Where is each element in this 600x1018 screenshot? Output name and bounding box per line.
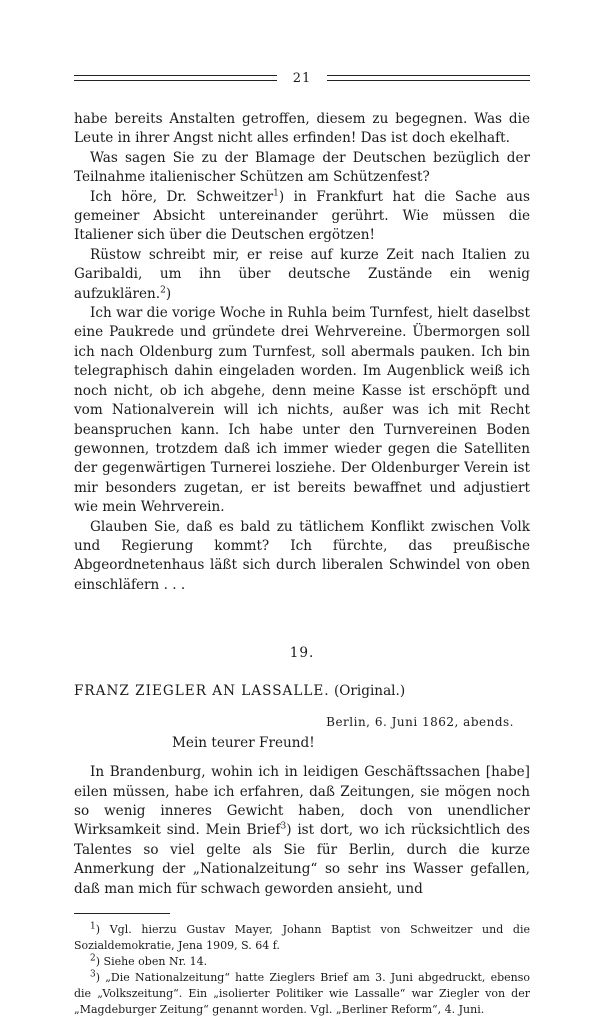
document-heading: [74, 683, 530, 699]
paragraph-text: ist dort, wo ich rücksichtlich des Talentes so viel gelte als Sie für Berlin, durch die kurze Anmerkung der „Nationalzeitung“ so sehr ins Wasser gefallen, daß man mich für schwach geworden ansieht, und: [74, 822, 531, 897]
book-page: [74, 68, 530, 1018]
heading-note: (Original.): [333, 683, 406, 700]
paragraph-text: In Brandenburg, wohin ich in leidigen Geschäftssachen [habe] eilen müssen, habe ich erfahren, daß Zeitungen, sie mögen noch so wenig inneres Gewicht haben, doch von unendlicher Wirksamkeit sind. Mein Brief: [74, 764, 530, 839]
letter-18-continuation: [74, 110, 530, 595]
footnote-number: 3: [90, 969, 96, 980]
letter-19-body: [74, 763, 530, 899]
paragraph: Was sagen Sie zu der Blamage der Deutschen bezüglich der Teilnahme italienischer Schützen am Schützenfest?: [74, 149, 530, 186]
footnote-number: 1: [90, 921, 96, 932]
footnote-text: „Die Nationalzeitung“ hatte Zieglers Brief am 3. Juni abgedruckt, ebenso die „Volkszeitung“. Ein „isolierter Politiker wie Lassalle“ war Ziegler von der „Magdeburger Zeitung“ genannt worden. Vgl. „Berliner Reform“, 4. Juni.: [74, 971, 530, 1016]
footnote-marker: 3: [280, 821, 287, 832]
page-number: 21: [292, 70, 312, 86]
footnotes: [74, 922, 530, 1018]
paragraph: Rüstow schreibt mir, er reise auf kurze Zeit nach Italien zu Garibaldi, um ihn über deutsche Zustände ein wenig aufzuklären.$^2$): [74, 246, 530, 302]
footnote-rule: [74, 913, 170, 914]
paragraph-text: Ich höre, Dr. Schweitzer: [90, 188, 274, 205]
paragraph: Ich höre, Dr. Schweitzer$^1$) in Frankfurt hat die Sache aus gemeiner Absicht untereinander gerührt. Wie müssen die Italiener sich über die Deutschen ergötzen!: [74, 188, 530, 244]
paragraph: Glauben Sie, daß es bald zu tätlichem Konflikt zwischen Volk und Regierung kommt? Ich fürchte, das preußische Abgeordnetenhaus läßt sich durch liberalen Schwindel von oben einschläfern . . .: [74, 518, 530, 593]
paragraph: habe bereits Anstalten getroffen, diesem zu begegnen. Was die Leute in ihrer Angst nicht alles erfinden! Das ist doch ekelhaft.: [74, 111, 530, 147]
footnote: $^1$) Vgl. hierzu Gustav Mayer, Johann Baptist von Schweitzer und die Sozialdemokratie, Jena 1909, S. 64 f.: [74, 921, 530, 952]
salutation: Mein teurer Freund!: [172, 735, 315, 752]
header-rule-left: [74, 75, 277, 81]
running-head: [74, 68, 530, 88]
header-rule-right: [327, 75, 530, 81]
paragraph: Ich war die vorige Woche in Ruhla beim Turnfest, hielt daselbst eine Paukrede und gründete drei Wehrvereine. Übermorgen soll ich nach Oldenburg zum Turnfest, soll abermals pauken. Ich bin telegraphisch dahin eingeladen worden. Im Augenblick weiß ich noch nicht, ob ich abgehe, denn meine Kasse ist erschöpft und vom Nationalverein will ich nichts, außer was ich mit Recht beanspruchen kann. Ich habe unter den Turnvereinen Boden gewonnen, trotzdem daß ich immer wieder gegen die Satelliten der gegenwärtigen Turnerei losziehe. Der Oldenburger Verein ist mir besonders zugetan, er ist bereits bewaffnet und adjustiert wie mein Wehrverein.: [74, 305, 530, 516]
footnote-number: 2: [90, 953, 96, 964]
footnote-marker: 1: [273, 188, 279, 199]
heading-author: FRANZ ZIEGLER AN LASSALLE.: [74, 683, 330, 700]
footnote-marker: 2: [160, 285, 166, 296]
paragraph: In Brandenburg, wohin ich in leidigen Geschäftssachen [habe] eilen müssen, habe ich erfahren, daß Zeitungen, sie mögen noch so wenig inneres Gewicht haben, doch von unendlicher Wirksamkeit sind. Mein Brief$^3$) ist dort, wo ich rücksichtlich des Talentes so viel gelte als Sie für Berlin, durch die kurze Anmerkung der „Nationalzeitung“ so sehr ins Wasser gefallen, daß man mich für schwach geworden ansieht, und: [74, 764, 531, 897]
footnote: $^3$) „Die Nationalzeitung“ hatte Zieglers Brief am 3. Juni abgedruckt, ebenso die „Volkszeitung“. Ein „isolierter Politiker wie Lassalle“ war Ziegler von der „Magdeburger Zeitung“ genannt worden. Vgl. „Berliner Reform“, 4. Juni.: [74, 969, 530, 1016]
footnote-text: Siehe oben Nr. 14.: [103, 955, 208, 968]
footnote-text: Vgl. hierzu Gustav Mayer, Johann Baptist von Schweitzer und die Sozialdemokratie, Jena 1909, S. 64 f.: [74, 923, 530, 952]
paragraph-text: in Frankfurt hat die Sache aus gemeiner Absicht untereinander gerührt. Wie müssen die Italiener sich über die Deutschen ergötzen!: [74, 188, 530, 244]
document-number: 19.: [289, 645, 315, 662]
dateline: Berlin, 6. Juni 1862, abends.: [326, 715, 514, 730]
paragraph-text: Rüstow schreibt mir, er reise auf kurze Zeit nach Italien zu Garibaldi, um ihn über deutsche Zustände ein wenig aufzuklären.: [74, 246, 530, 302]
footnote: $^2$) Siehe oben Nr. 14.: [90, 953, 208, 968]
